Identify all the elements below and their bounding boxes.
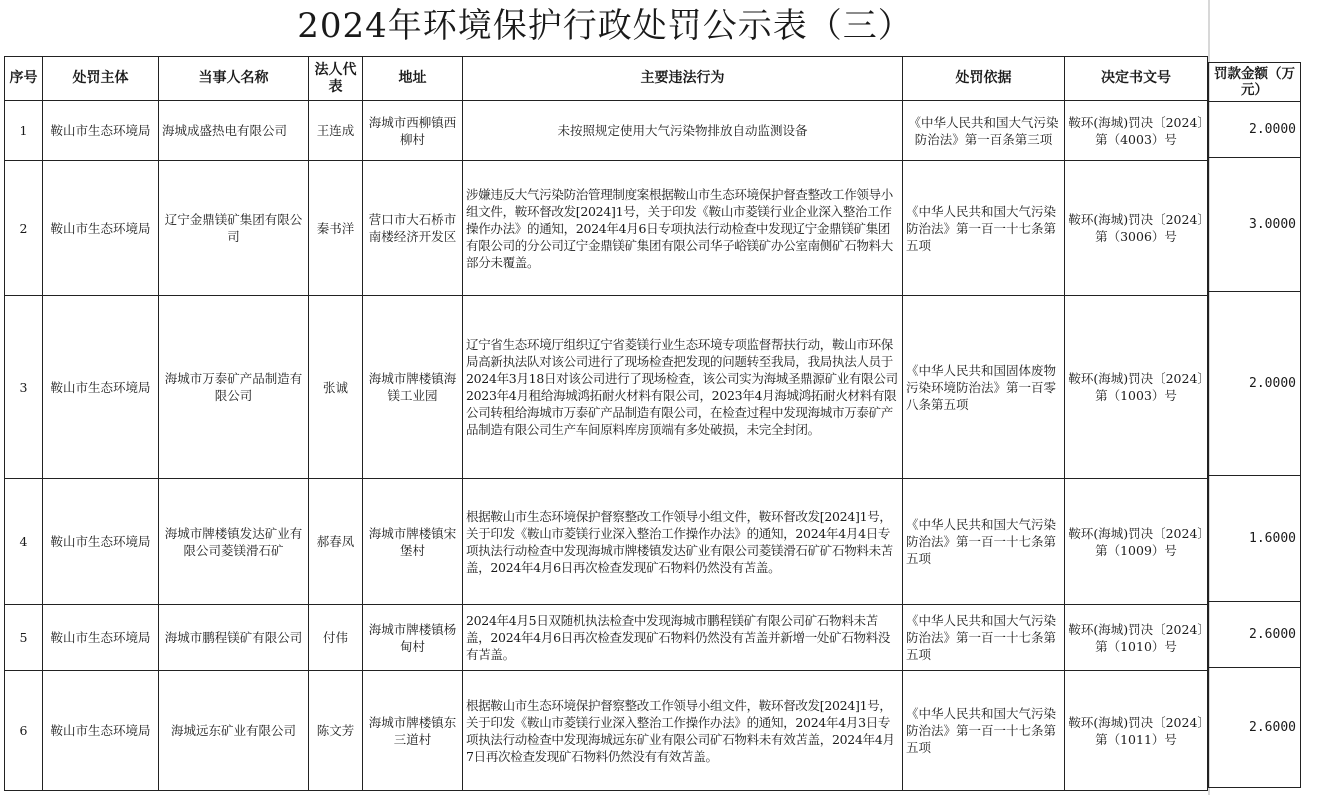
fine-row [1209, 102, 1301, 158]
cell-violation: 涉嫌违反大气污染防治管理制度案根据鞍山市生态环境保护督查整改工作领导小组文件，鞍环督改发[2024]1号，关于印发《鞍山市菱镁行业企业深入整治工作操作办法》的通知，2024年4月6日专项执法行动检查中发现辽宁金鼎镁矿集团有限公司的分公司辽宁金鼎镁矿集团有限公司华子峪镁矿办公室南侧矿石物料大部分未覆盖。 [463, 161, 903, 296]
cell-basis: 《中华人民共和国固体废物污染环境防治法》第一百零八条第五项 [903, 296, 1065, 479]
cell-fine: 2.6000 [1209, 602, 1301, 668]
header-violation: 主要违法行为 [463, 57, 903, 101]
cell-violation: 根据鞍山市生态环境保护督察整改工作领导小组文件，鞍环督改发[2024]1号，关于印发《鞍山市菱镁行业深入整治工作操作办法》的通知，2024年4月3日专项执法行动检查中发现海城远东矿业有限公司矿石物料未有效苫盖，2024年4月7日再次检查发现矿石物料仍然没有有效苫盖。 [463, 671, 903, 791]
cell-party: 海城市万泰矿产品制造有限公司 [159, 296, 309, 479]
header-row [5, 57, 1208, 101]
cell-basis: 《中华人民共和国大气污染防治法》第一百一十七条第五项 [903, 161, 1065, 296]
cell-basis: 《中华人民共和国大气污染防治法》第一百一十七条第五项 [903, 671, 1065, 791]
fine-row [1209, 668, 1301, 788]
cell-doc: 鞍环(海城)罚决〔2024〕第（1009）号 [1065, 479, 1208, 605]
fine-row [1209, 602, 1301, 668]
cell-fine: 2.0000 [1209, 292, 1301, 476]
cell-address: 海城市牌楼镇宋堡村 [363, 479, 463, 605]
cell-authority: 鞍山市生态环境局 [43, 161, 159, 296]
header-doc: 决定书文号 [1065, 57, 1208, 101]
cell-fine: 2.0000 [1209, 102, 1301, 158]
cell-doc: 鞍环(海城)罚决〔2024〕第（1011）号 [1065, 671, 1208, 791]
table-row [5, 479, 1208, 605]
cell-fine: 2.6000 [1209, 668, 1301, 788]
table-row [5, 605, 1208, 671]
cell-party: 海城成盛热电有限公司 [159, 101, 309, 161]
fine-header-row [1209, 63, 1301, 102]
cell-seq: 6 [5, 671, 43, 791]
cell-basis: 《中华人民共和国大气污染防治法》第一百一十七条第五项 [903, 479, 1065, 605]
header-fine: 罚款金额（万元） [1209, 63, 1301, 102]
cell-rep: 王连成 [309, 101, 363, 161]
cell-address: 营口市大石桥市南楼经济开发区 [363, 161, 463, 296]
cell-authority: 鞍山市生态环境局 [43, 101, 159, 161]
cell-doc: 鞍环(海城)罚决〔2024〕第（4003）号 [1065, 101, 1208, 161]
cell-rep: 张诚 [309, 296, 363, 479]
cell-rep: 秦书洋 [309, 161, 363, 296]
cell-party: 辽宁金鼎镁矿集团有限公司 [159, 161, 309, 296]
cell-violation: 2024年4月5日双随机执法检查中发现海城市鹏程镁矿有限公司矿石物料未苫盖，2024年4月6日再次检查发现矿石物料仍然没有苫盖并新增一处矿石物料没有苫盖。 [463, 605, 903, 671]
fine-row [1209, 292, 1301, 476]
cell-rep: 陈文芳 [309, 671, 363, 791]
header-address: 地址 [363, 57, 463, 101]
cell-seq: 2 [5, 161, 43, 296]
cell-violation: 辽宁省生态环境厅组织辽宁省菱镁行业生态环境专项监督帮扶行动，鞍山市环保局高新执法队对该公司进行了现场检查把发现的问题转至我局，我局执法人员于2024年3月18日对该公司进行了现场检查，该公司实为海城圣鼎源矿业有限公司2023年4月租给海城鸿拓耐火材料有限公司，2023年4月海城鸿拓耐火材料有限公司转租给海城市万泰矿产品制造有限公司，在检查过程中发现海城市万泰矿产品制造有限公司生产车间原料库房顶端有多处破损，未完全封闭。 [463, 296, 903, 479]
cell-address: 海城市牌楼镇杨甸村 [363, 605, 463, 671]
cell-party: 海城市鹏程镁矿有限公司 [159, 605, 309, 671]
cell-seq: 3 [5, 296, 43, 479]
cell-violation: 根据鞍山市生态环境保护督察整改工作领导小组文件，鞍环督改发[2024]1号，关于印发《鞍山市菱镁行业深入整治工作操作办法》的通知，2024年4月4日专项执法行动检查中发现海城市牌楼镇发达矿业有限公司菱镁滑石矿矿石物料未苫盖，2024年4月6日再次检查发现矿石物料仍然没有苫盖。 [463, 479, 903, 605]
cell-address: 海城市西柳镇西柳村 [363, 101, 463, 161]
header-rep: 法人代表 [309, 57, 363, 101]
cell-address: 海城市牌楼镇海镁工业园 [363, 296, 463, 479]
cell-seq: 1 [5, 101, 43, 161]
header-party: 当事人名称 [159, 57, 309, 101]
cell-party: 海城远东矿业有限公司 [159, 671, 309, 791]
fine-amount-table [1208, 62, 1301, 788]
cell-basis: 《中华人民共和国大气污染防治法》第一百一十七条第五项 [903, 605, 1065, 671]
cell-authority: 鞍山市生态环境局 [43, 296, 159, 479]
cell-violation: 未按照规定使用大气污染物排放自动监测设备 [463, 101, 903, 161]
cell-authority: 鞍山市生态环境局 [43, 671, 159, 791]
cell-doc: 鞍环(海城)罚决〔2024〕第（3006）号 [1065, 161, 1208, 296]
table-row [5, 101, 1208, 161]
cell-rep: 付伟 [309, 605, 363, 671]
penalty-table [4, 56, 1208, 791]
cell-doc: 鞍环(海城)罚决〔2024〕第（1010）号 [1065, 605, 1208, 671]
header-seq: 序号 [5, 57, 43, 101]
fine-row [1209, 476, 1301, 602]
cell-authority: 鞍山市生态环境局 [43, 605, 159, 671]
cell-authority: 鞍山市生态环境局 [43, 479, 159, 605]
header-authority: 处罚主体 [43, 57, 159, 101]
cell-rep: 郝春凤 [309, 479, 363, 605]
header-basis: 处罚依据 [903, 57, 1065, 101]
cell-doc: 鞍环(海城)罚决〔2024〕第（1003）号 [1065, 296, 1208, 479]
page-title: 2024年环境保护行政处罚公示表（三） [297, 6, 913, 46]
table-row [5, 671, 1208, 791]
cell-party: 海城市牌楼镇发达矿业有限公司菱镁滑石矿 [159, 479, 309, 605]
table-row [5, 161, 1208, 296]
cell-address: 海城市牌楼镇东三道村 [363, 671, 463, 791]
table-row [5, 296, 1208, 479]
cell-basis: 《中华人民共和国大气污染防治法》第一百条第三项 [903, 101, 1065, 161]
cell-seq: 5 [5, 605, 43, 671]
cell-fine: 3.0000 [1209, 158, 1301, 292]
cell-seq: 4 [5, 479, 43, 605]
fine-row [1209, 158, 1301, 292]
cell-fine: 1.6000 [1209, 476, 1301, 602]
